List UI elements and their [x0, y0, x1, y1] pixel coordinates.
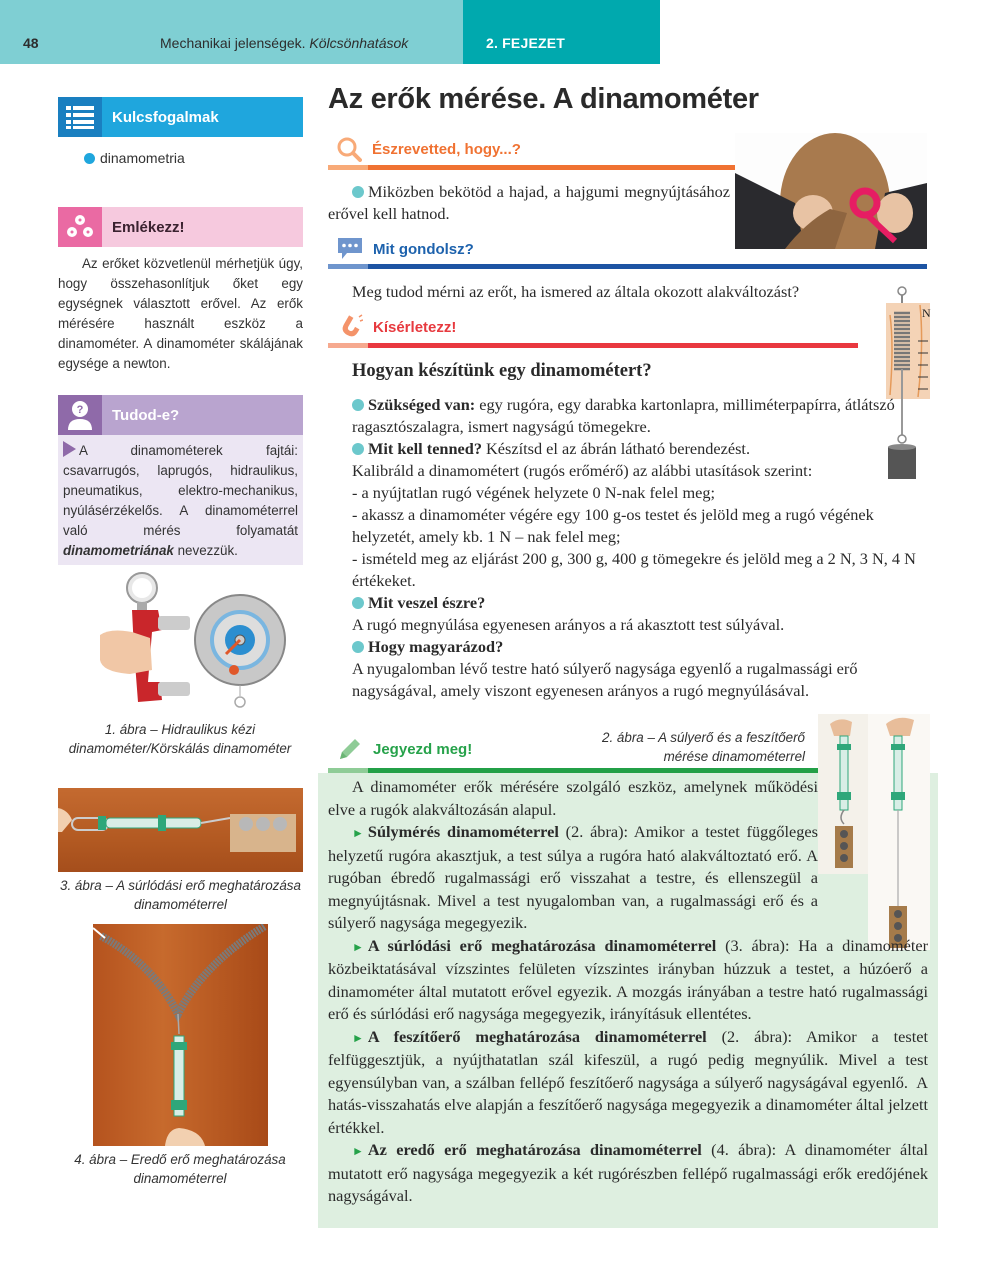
figure-3-caption: 3. ábra – A súrlódási erő meghatározása dinamométerrel — [60, 878, 305, 912]
eszrevetted-title: Észrevetted, hogy...? — [372, 140, 521, 158]
needed-paragraph — [328, 394, 928, 438]
header-band — [0, 0, 463, 64]
svg-text:?: ? — [76, 404, 84, 416]
note-item-tension-title: A feszítőerő meghatározása dinamométerrel — [367, 1026, 707, 1046]
calibrate-text: Kalibráld a dinamométert (rugós erőmérő) az alábbi utasítások szerint: — [352, 461, 813, 480]
bullet-icon — [352, 186, 364, 198]
arrow-bullet-icon: ► — [352, 826, 364, 840]
observe-text: A rugó megnyúlása egyenesen arányos a rá akasztott test súlyával. — [352, 615, 785, 634]
chapter-band — [463, 0, 660, 64]
note-item-friction-title: A súrlódási erő meghatározása dinamométerrel — [367, 935, 717, 955]
magnet-icon — [337, 314, 363, 340]
note-item-weight-text: (2. ábra): Amikor a testet függőleges helyzetű rugóra akasztjuk, a test súlya a rugóra ható alakváltoztató erő. A rugóban ébredő rugalmassági erő visszahat a testre, és ellenszegül a megnyújtásnak. Mivel a test nyugalomban van, a rugalmassági erő és a súlyerő nagysága megegyezik. — [328, 822, 823, 932]
kiserletezz-header — [337, 314, 456, 340]
kulcsfogalmak-header — [58, 97, 303, 137]
bullet-icon — [352, 641, 364, 653]
tudod-e-text-end: nevezzük. — [173, 543, 238, 558]
needed-text: egy rugóra, egy darabka kartonlapra, milliméterpapírra, átlátszó ragasztószalagra, ismert nagyságú tömegekre. — [352, 395, 899, 436]
triangle-bullet-icon — [63, 441, 76, 457]
note-item-tension-text: (2. ábra): Amikor a testet felfüggesztjük, a nyújthatatlan szál kifeszül, a rugó pedig megnyúlik. Mivel a test egyensúlyban van, a szálban fellépő feszítőerő nagysága a súlyerő nagyságával egyenlő. A hatás-visszahatás elve alapján a feszítőerő nagysága megegyezik a dinamométer által jelzett értékkel. — [328, 1026, 933, 1137]
note-item-resultant-title: Az eredő erő meghatározása dinamométerrel — [367, 1140, 702, 1159]
experiment-body — [328, 394, 928, 702]
tudod-e-title: Tudod-e? — [112, 406, 180, 424]
todo-label: Mit kell tenned? — [368, 439, 482, 458]
note-item-friction — [328, 935, 933, 1026]
page-header — [0, 0, 660, 64]
kiserletezz-rule — [328, 343, 858, 348]
page-title: Az erők mérése. A dinamométer — [328, 83, 759, 115]
eszrevetted-text — [328, 181, 735, 225]
bullet-icon — [352, 443, 364, 455]
figure-3-friction-photo — [58, 788, 303, 872]
running-title-main: Mechanikai jelenségek. — [160, 35, 310, 51]
step-1: - a nyújtatlan rugó végének helyzete 0 N-nak felel meg; — [352, 483, 716, 502]
jegyezd-meg-header — [337, 736, 472, 762]
note-intro: A dinamométer erők mérésére szolgáló eszköz, amelynek működési elve a rugók alakváltozásán alapul. — [328, 777, 823, 819]
flowers-icon — [58, 207, 102, 247]
step-2: - akassz a dinamométer végére egy 100 g-os testet és jelöld meg a rugó végének helyzetét, amely kb. 1 N – nak felel meg; — [352, 505, 878, 546]
note-item-weight-title: Súlymérés dinamométerrel — [367, 822, 559, 841]
bullet-icon — [352, 597, 364, 609]
kulcsfogalmak-title: Kulcsfogalmak — [112, 108, 219, 126]
note-item-tension — [328, 1026, 933, 1140]
figure-1-dynamometers — [90, 570, 290, 710]
pencil-icon — [337, 736, 363, 762]
todo-paragraph — [328, 438, 928, 460]
hydraulic-dynamometer-illustration — [90, 570, 290, 710]
todo-text: Készítsd el az ábrán látható berendezést. — [481, 439, 751, 458]
tudod-e-text-main: A dinamométerek fajtái: csavarrugós, laprugós, hidraulikus, pneumatikus, elektro-mechanikus, nyúlásérzékelős. A dinamométerrel való mérés folyamatát — [63, 443, 302, 538]
eszrevetted-text-body: Miközben bekötöd a hajad, a hajgumi megnyújtásához erővel kell hatnod. — [328, 182, 735, 223]
spring-unit-label: N — [922, 306, 931, 320]
note-item-friction-text: (3. ábra): Ha a dinamométer közbeiktatásával vízszintes felületen vízszintes irányban húzzuk a testet, a húzóerő a dinamométer által mutatott erővel egyezik. A mozgás irányában a testre ható rugalmassági erő és súrlódási erő nagysága megegyezik, irányításuk ellentétes. — [328, 935, 933, 1023]
step-3: - ismételd meg az eljárást 200 g, 300 g, 400 g tömegekre és jelöld meg a 2 N, 3 N, 4 N értékeket. — [352, 549, 920, 590]
arrow-bullet-icon: ► — [352, 1144, 364, 1158]
kiserletezz-title: Kísérletezz! — [373, 318, 457, 336]
eszrevetted-rule — [328, 165, 736, 170]
explain-heading — [328, 636, 928, 658]
note-item-resultant — [328, 1139, 933, 1208]
emlekezz-title: Emlékezz! — [112, 218, 185, 236]
figure-2-caption: 2. ábra – A súlyerő és a feszítőerő mérése dinamométerrel — [602, 730, 809, 764]
key-term-text: dinamometria — [100, 150, 185, 166]
emlekezz-text: Az erőket közvetlenül mérhetjük úgy, hogy összehasonlítjuk őket egy egységnek választott erővel. Az erők mérésére használt eszköz a dinamométer. A dinamométer skálájának egysége a newton. — [58, 256, 307, 371]
speech-bubble-icon — [337, 236, 363, 262]
list-icon — [58, 97, 102, 137]
observe-heading — [328, 592, 928, 614]
figure-4-resultant-force-photo — [93, 924, 268, 1146]
person-question-icon — [58, 395, 102, 435]
jegyezd-meg-text — [328, 776, 933, 1208]
figure-4-caption: 4. ábra – Eredő erő meghatározása dinamométerrel — [74, 1152, 290, 1186]
chapter-label: 2. FEJEZET — [486, 35, 566, 51]
arrow-bullet-icon: ► — [352, 1030, 364, 1045]
hair-tie-photo — [735, 133, 927, 249]
key-term — [84, 150, 185, 166]
tudod-e-header — [58, 395, 303, 435]
running-title-italic: Kölcsönhatások — [309, 35, 409, 51]
observe-label: Mit veszel észre? — [368, 593, 486, 612]
mit-gondolsz-rule — [328, 264, 927, 269]
mit-gondolsz-text: Meg tudod mérni az erőt, ha ismered az általa okozott alakváltozást? — [352, 282, 800, 301]
emlekezz-header — [58, 207, 303, 247]
arrow-bullet-icon: ► — [352, 939, 364, 954]
page-number: 48 — [23, 35, 39, 51]
magnifier-icon — [336, 136, 362, 162]
tudod-e-text — [58, 435, 303, 565]
jegyezd-meg-title: Jegyezd meg! — [373, 740, 473, 758]
note-item-resultant-text: (4. ábra): A dinamométer által mutatott erő nagysága megegyezik a két rugórészben fellépő rugalmassági erők eredőjének nagyságával. — [328, 1140, 933, 1205]
bullet-icon — [84, 153, 95, 164]
tudod-e-emphasis: dinamometriának — [63, 543, 174, 558]
explain-label: Hogy magyarázod? — [368, 637, 504, 656]
bullet-icon — [352, 399, 364, 411]
note-item-weight — [328, 821, 823, 935]
experiment-heading: Hogyan készítünk egy dinamométert? — [352, 361, 652, 381]
figure-1-caption: 1. ábra – Hidraulikus kézi dinamométer/Körskálás dinamométer — [68, 722, 292, 756]
explain-text: A nyugalomban lévő testre ható súlyerő nagysága egyenlő a rugalmassági erő nagyságával, amely viszont egyenesen arányos a rugó megnyúlásával. — [352, 659, 862, 700]
needed-label: Szükséged van: — [368, 395, 476, 414]
mit-gondolsz-header — [337, 236, 474, 262]
eszrevetted-header — [336, 136, 521, 162]
running-title — [160, 35, 408, 51]
mit-gondolsz-title: Mit gondolsz? — [373, 240, 474, 258]
